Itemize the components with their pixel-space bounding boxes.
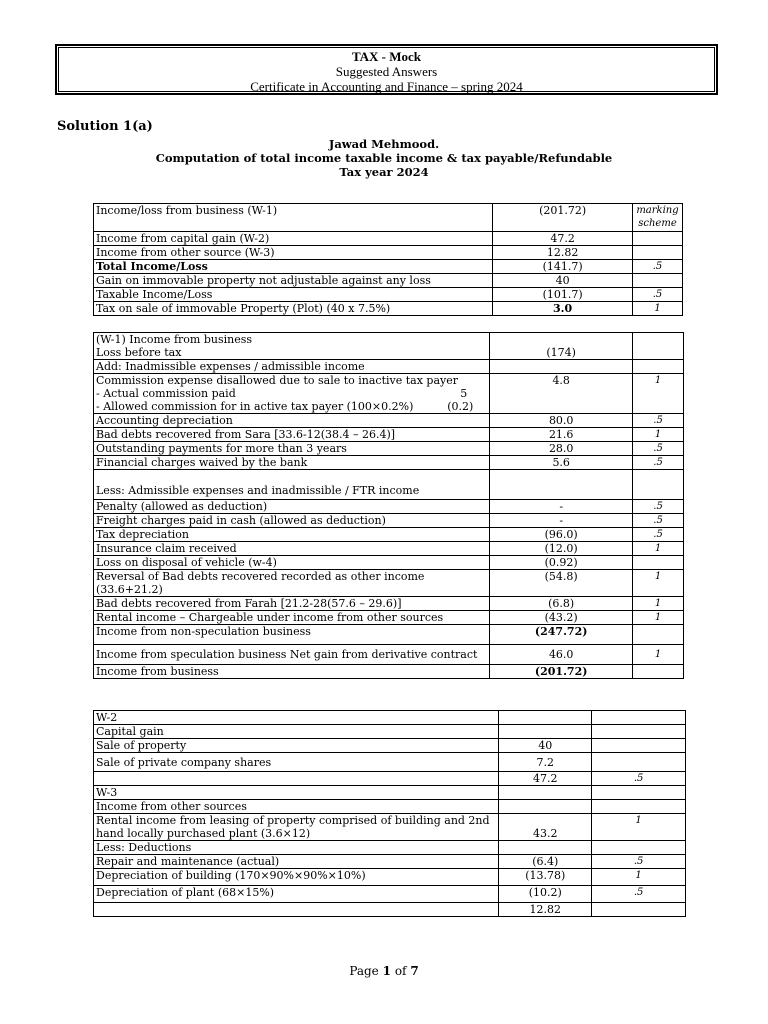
table-row: Reversal of Bad debts recovered recorded as other income (33.6+21.2) (54.8) 1 [94,570,684,597]
table-row: Loss on disposal of vehicle (w-4) (0.92) [94,556,684,570]
table-row: Repair and maintenance (actual) (6.4) .5 [94,855,686,869]
table-row: Income from speculation business Net gain from derivative contract 46.0 1 [94,645,684,665]
table-row: Commission expense disallowed due to sale to inactive tax payer - Actual commission paid 5 - Allowed commission for in active tax payer (100×0.2%) (0.2) 4.8 1 [94,374,684,414]
business-income-table [93,332,684,679]
table-row: Bad debts recovered from Sara [33.6-12(38.4 – 26.4)] 21.6 1 [94,428,684,442]
table-row: Income from non-speculation business (247.72) [94,625,684,645]
table-row: Total Income/Loss (141.7) .5 [94,260,683,274]
w1-title: (W-1) Income from business [96,333,253,346]
table-row: 47.2 .5 [94,772,686,786]
table-row: Accounting depreciation 80.0 .5 [94,414,684,428]
doc-subtitle: Suggested Answers [335,64,438,79]
table-row: Tax on sale of immovable Property (Plot) (40 x 7.5%) 3.0 1 [94,302,683,316]
total-income-table [93,203,683,316]
table-row: Income from business (201.72) [94,665,684,679]
table-row: Less: Admissible expenses and inadmissible / FTR income [94,470,684,500]
table-row: 12.82 [94,903,686,917]
taxpayer-name: Jawad Mehmood. [328,137,440,151]
table-row: Income/loss from business (W-1) (201.72) marking scheme [94,204,683,232]
doc-course: Certificate in Accounting and Finance – spring 2024 [250,79,523,94]
table-row: Income from capital gain (W-2) 47.2 [94,232,683,246]
tax-year: Tax year 2024 [339,165,429,179]
table-row: (W-1) Income from business Loss before tax (174) [94,333,684,360]
table-row: Freight charges paid in cash (allowed as deduction) - .5 [94,514,684,528]
table-row: W-3 [94,786,686,800]
page-number: Page 1 of 7 [349,964,419,978]
table-row: Less: Deductions [94,841,686,855]
table-row: W-2 [94,711,686,725]
workings-table [93,710,686,917]
table-row: Add: Inadmissible expenses / admissible income [94,360,684,374]
table-row: Depreciation of plant (68×15%) (10.2) .5 [94,886,686,903]
table-row: Gain on immovable property not adjustable against any loss 40 [94,274,683,288]
table-row: Rental income from leasing of property comprised of building and 2nd hand locally purchased plant (3.6×12) 43.2 1 [94,814,686,841]
table-row: Depreciation of building (170×90%×90%×10%) (13.78) 1 [94,869,686,886]
table-row: Taxable Income/Loss (101.7) .5 [94,288,683,302]
table-row: Bad debts recovered from Farah [21.2-28(57.6 – 29.6)] (6.8) 1 [94,597,684,611]
table-row: Capital gain [94,725,686,739]
table-row: Income from other source (W-3) 12.82 [94,246,683,260]
table-row: Rental income – Chargeable under income from other sources (43.2) 1 [94,611,684,625]
table-row: Sale of private company shares 7.2 [94,753,686,772]
table-row: Penalty (allowed as deduction) - .5 [94,500,684,514]
table-row: Insurance claim received (12.0) 1 [94,542,684,556]
computation-heading: Computation of total income taxable income & tax payable/Refundable [155,151,613,165]
table-row: Financial charges waived by the bank 5.6 .5 [94,456,684,470]
table-row: Income from other sources [94,800,686,814]
loss-before-tax-label: Loss before tax [96,346,182,359]
table-row: Tax depreciation (96.0) .5 [94,528,684,542]
doc-title: TAX - Mock [351,49,422,64]
solution-label: Solution 1(a) [57,119,153,134]
header-box [55,44,718,95]
table-row: Outstanding payments for more than 3 years 28.0 .5 [94,442,684,456]
table-row: Sale of property 40 [94,739,686,753]
marking-scheme-header: marking scheme [633,204,683,232]
